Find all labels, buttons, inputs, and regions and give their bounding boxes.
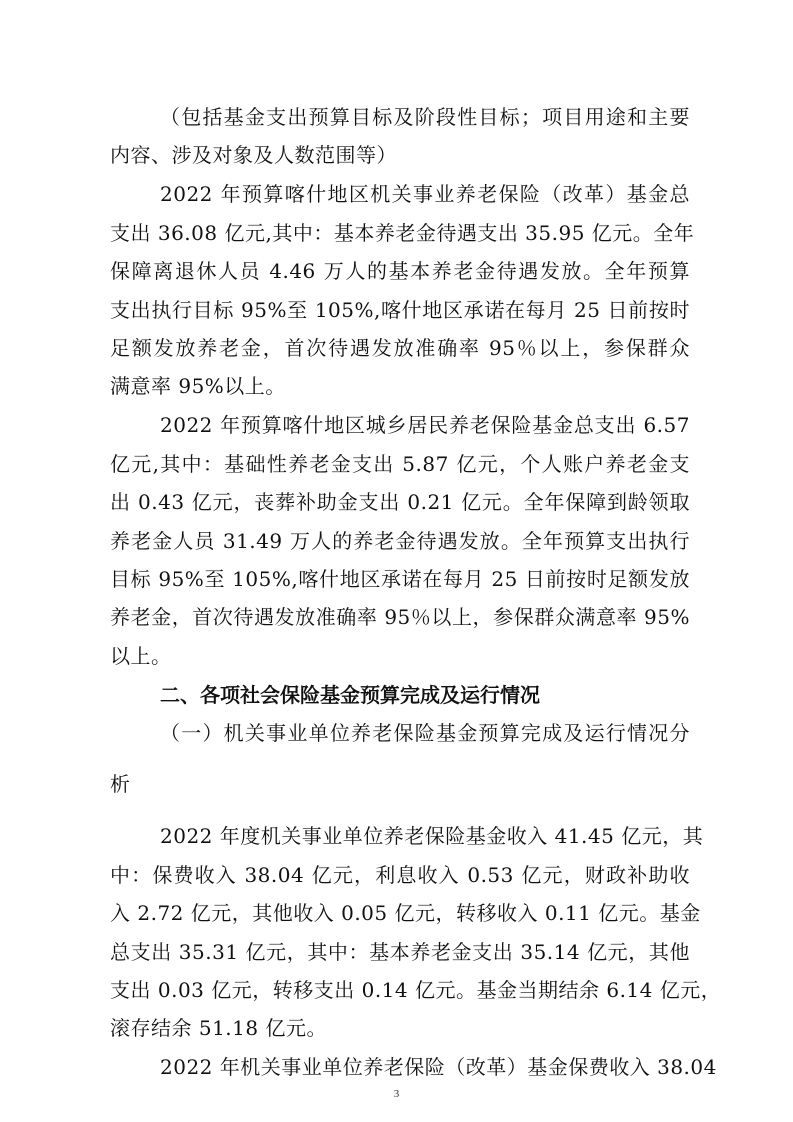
subsection-heading-continued: 析 bbox=[110, 772, 131, 796]
paragraph-line: 出 0.43 亿元，丧葬补助金支出 0.21 亿元。全年保障到龄领取 bbox=[110, 490, 690, 514]
paragraph-line: 目标 95%至 105%,喀什地区承诺在每月 25 日前按时足额发放 bbox=[110, 567, 690, 591]
section-heading: 二、各项社会保险基金预算完成及运行情况 bbox=[160, 683, 540, 707]
paragraph-line: 养老金，首次待遇发放准确率 95％以上，参保群众满意率 95% bbox=[110, 605, 690, 629]
paragraph-line: 入 2.72 亿元，其他收入 0.05 亿元，转移收入 0.11 亿元。基金 bbox=[110, 901, 701, 925]
paragraph-line: 养老金人员 31.49 万人的养老金待遇发放。全年预算支出执行 bbox=[110, 529, 690, 553]
paragraph-line: 足额发放养老金，首次待遇发放准确率 95％以上，参保群众 bbox=[110, 336, 690, 360]
paragraph-line: 满意率 95%以上。 bbox=[110, 374, 286, 398]
subsection-heading: （一）机关事业单位养老保险基金预算完成及运行情况分 bbox=[160, 721, 690, 745]
paragraph-line: 中：保费收入 38.04 亿元，利息收入 0.53 亿元，财政补助收 bbox=[110, 863, 690, 887]
paragraph-line: 2022 年预算喀什地区机关事业养老保险（改革）基金总 bbox=[160, 182, 690, 206]
paragraph-line: 支出 0.03 亿元，转移支出 0.14 亿元。基金当期结余 6.14 亿元， bbox=[110, 978, 722, 1002]
paragraph-line: 2022 年度机关事业单位养老保险基金收入 41.45 亿元，其 bbox=[160, 824, 704, 848]
paragraph-line: 总支出 35.31 亿元，其中：基本养老金支出 35.14 亿元，其他 bbox=[110, 940, 690, 964]
paragraph-line: 以上。 bbox=[110, 644, 172, 668]
paragraph-line: 支出执行目标 95%至 105%,喀什地区承诺在每月 25 日前按时 bbox=[110, 298, 690, 322]
paragraph-line: （包括基金支出预算目标及阶段性目标；项目用途和主要 bbox=[160, 105, 690, 129]
paragraph-line: 保障离退休人员 4.46 万人的基本养老金待遇发放。全年预算 bbox=[110, 259, 690, 283]
paragraph-line: 2022 年机关事业单位养老保险（改革）基金保费收入 38.04 bbox=[160, 1055, 717, 1079]
paragraph-line: 亿元,其中：基础性养老金支出 5.87 亿元，个人账户养老金支 bbox=[110, 452, 690, 476]
paragraph-line: 2022 年预算喀什地区城乡居民养老保险基金总支出 6.57 bbox=[160, 413, 690, 437]
paragraph-line: 内容、涉及对象及人数范围等） bbox=[110, 143, 397, 167]
paragraph-line: 滚存结余 51.18 亿元。 bbox=[110, 1016, 327, 1040]
paragraph-line: 支出 36.08 亿元,其中：基本养老金待遇支出 35.95 亿元。全年 bbox=[110, 221, 695, 245]
page-number: 3 bbox=[393, 1088, 400, 1100]
